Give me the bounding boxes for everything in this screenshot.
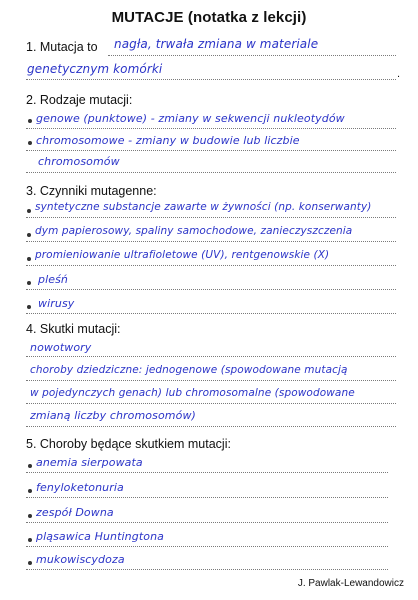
answer-dotted-line <box>26 313 396 314</box>
section-1-heading: 1. Mutacja to <box>26 40 98 54</box>
section-3-item: dym papierosowy, spaliny samochodowe, zanieczyszczenia <box>35 225 353 237</box>
author-signature: J. Pawlak-Lewandowicz <box>297 578 404 589</box>
section-4-item-continuation: zmianą liczby chromosomów) <box>30 409 196 422</box>
end-period: . <box>397 68 401 80</box>
section-5-item: pląsawica Huntingtona <box>36 530 164 543</box>
bullet <box>27 233 31 237</box>
section-3-heading: 3. Czynniki mutagenne: <box>26 184 157 198</box>
bullet <box>28 561 32 565</box>
bullet <box>28 489 32 493</box>
bullet <box>28 119 32 123</box>
answer-dotted-line <box>26 172 396 173</box>
section-5-heading: 5. Choroby będące skutkiem mutacji: <box>26 437 231 451</box>
section-2-item-continuation: chromosomów <box>38 155 120 168</box>
bullet <box>28 141 32 145</box>
section-1-answer-line-1: nagła, trwała zmiana w materiale <box>114 37 319 51</box>
section-1-answer-line-2: genetycznym komórki <box>27 62 163 76</box>
section-4-item-continuation: w pojedynczych genach) lub chromosomalne (spowodowane <box>30 387 355 399</box>
answer-dotted-line <box>26 79 396 80</box>
section-2-heading: 2. Rodzaje mutacji: <box>26 93 133 107</box>
section-5-item: zespół Downa <box>36 506 114 519</box>
bullet <box>28 464 32 468</box>
section-2-item: genowe (punktowe) - zmiany w sekwencji nukleotydów <box>36 112 345 125</box>
bullet <box>28 538 32 542</box>
bullet <box>27 305 31 309</box>
answer-dotted-line <box>26 403 396 404</box>
bullet <box>27 257 31 261</box>
answer-dotted-line <box>26 150 396 151</box>
answer-dotted-line <box>26 265 396 266</box>
section-2-item: chromosomowe - zmiany w budowie lub liczbie <box>36 134 300 147</box>
answer-dotted-line <box>26 546 388 547</box>
answer-dotted-line <box>26 497 388 498</box>
section-4-item: nowotwory <box>30 341 92 354</box>
section-3-item: pleśń <box>38 273 69 286</box>
answer-dotted-line <box>26 472 388 473</box>
section-4-heading: 4. Skutki mutacji: <box>26 322 121 336</box>
answer-dotted-line <box>26 289 396 290</box>
answer-dotted-line <box>26 569 388 570</box>
page-title: MUTACJE (notatka z lekcji) <box>111 9 307 26</box>
answer-dotted-line <box>108 55 396 56</box>
bullet <box>27 281 31 285</box>
answer-dotted-line <box>26 522 388 523</box>
bullet <box>27 209 31 213</box>
bullet <box>28 514 32 518</box>
answer-dotted-line <box>26 241 396 242</box>
answer-dotted-line <box>26 217 396 218</box>
section-3-item: promieniowanie ultrafioletowe (UV), rentgenowskie (X) <box>35 249 330 261</box>
section-5-item: fenyloketonuria <box>36 481 124 494</box>
section-4-item: choroby dziedziczne: jednogenowe (spowodowane mutacją <box>30 364 348 376</box>
section-3-item: wirusy <box>38 297 75 310</box>
section-3-item: syntetyczne substancje zawarte w żywności (np. konserwanty) <box>35 201 372 213</box>
answer-dotted-line <box>26 128 396 129</box>
section-5-item: mukowiscydoza <box>36 553 125 566</box>
answer-dotted-line <box>26 380 396 381</box>
answer-dotted-line <box>26 426 396 427</box>
answer-dotted-line <box>26 356 396 357</box>
section-5-item: anemia sierpowata <box>36 456 143 469</box>
